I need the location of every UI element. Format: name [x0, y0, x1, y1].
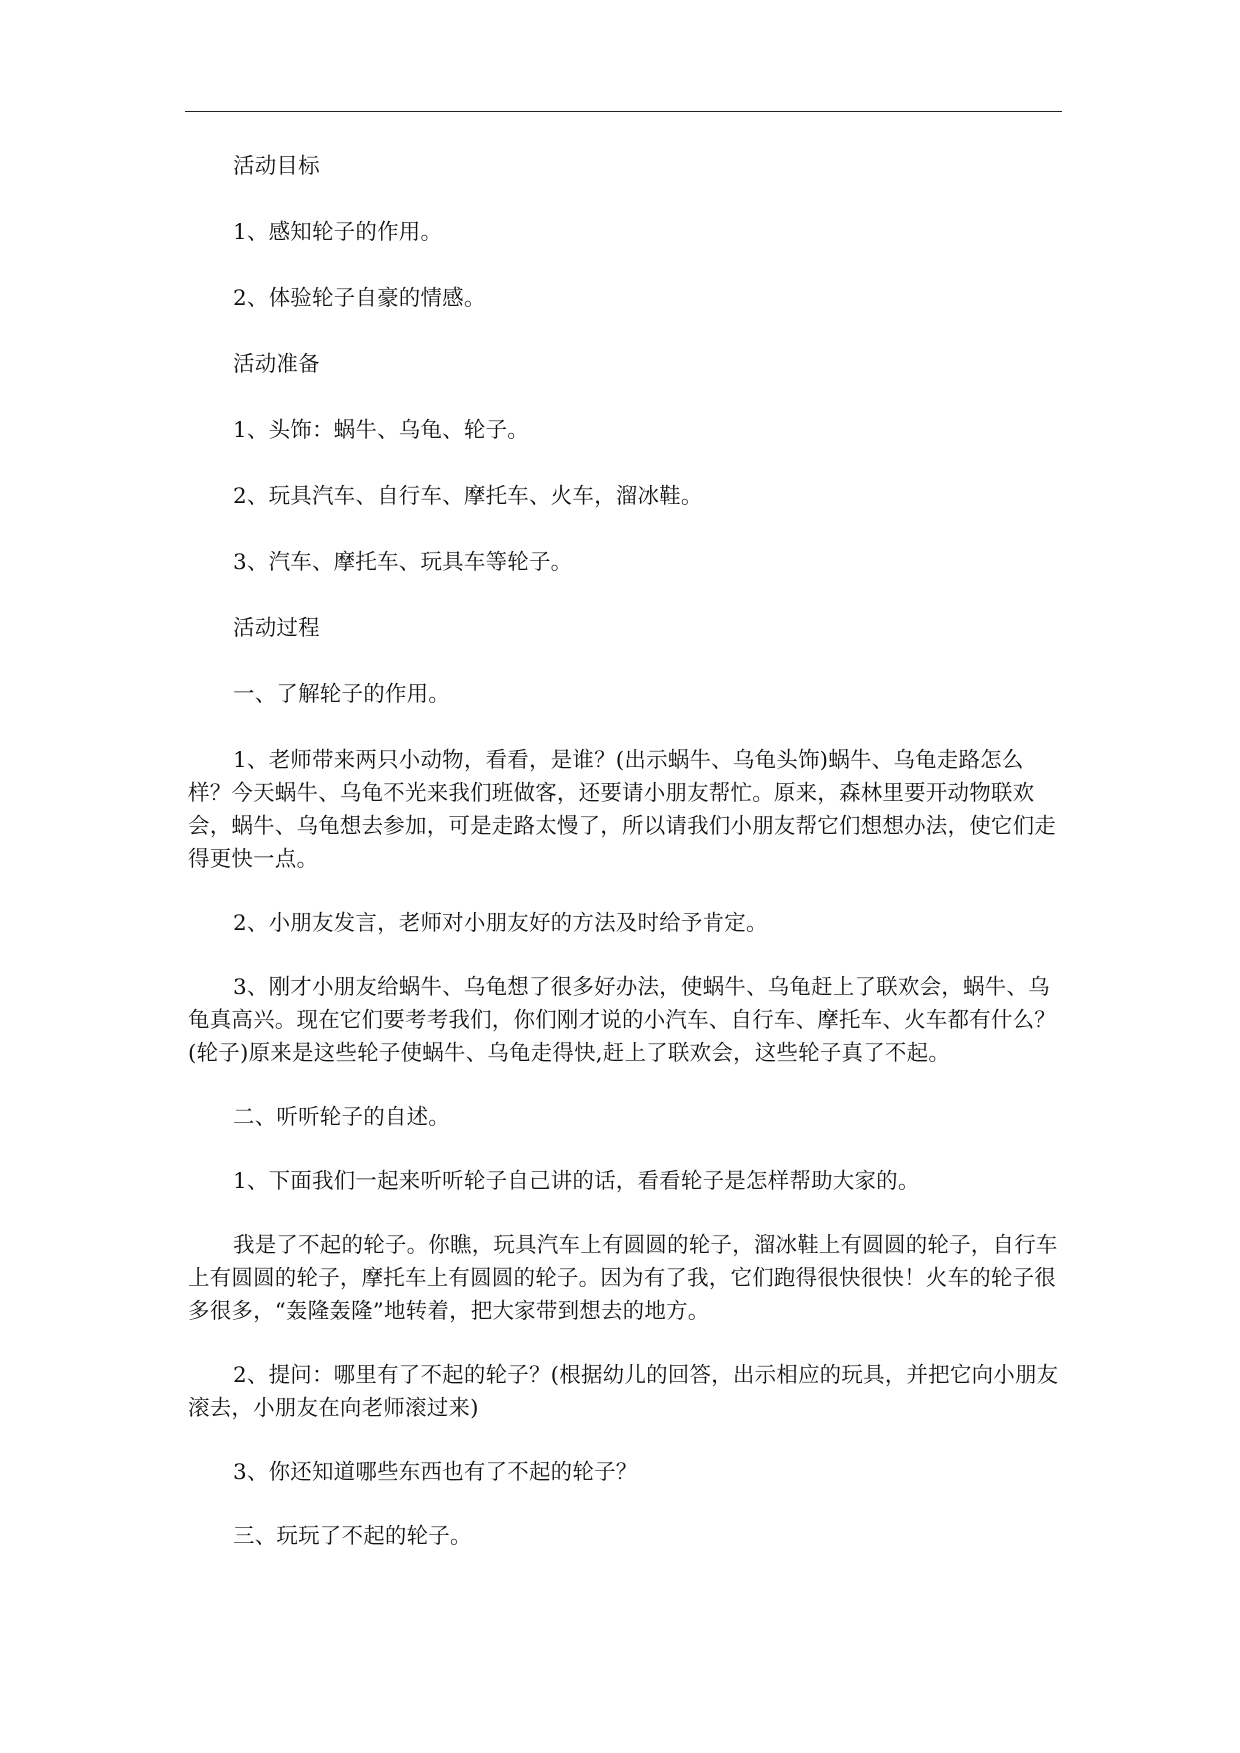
section-heading-process: 活动过程: [233, 616, 320, 641]
paragraph: 1、感知轮子的作用。: [233, 220, 443, 245]
paragraph: 3、刚才小朋友给蜗牛、乌龟想了很多好办法，使蜗牛、乌龟赶上了联欢会，蜗牛、乌龟真高兴。现在它们要考考我们，你们刚才说的小汽车、自行车、摩托车、火车都有什么？(轮子)原来是这些轮子使蜗牛、乌龟走得快,赶上了联欢会，这些轮子真了不起。: [188, 975, 1057, 1066]
paragraph: 2、玩具汽车、自行车、摩托车、火车，溜冰鞋。: [233, 484, 703, 509]
paragraph: 我是了不起的轮子。你瞧，玩具汽车上有圆圆的轮子，溜冰鞋上有圆圆的轮子，自行车上有圆圆的轮子，摩托车上有圆圆的轮子。因为有了我，它们跑得很快很快！火车的轮子很多很多，“轰隆轰隆”地转着，把大家带到想去的地方。: [188, 1233, 1058, 1324]
subsection-heading: 二、听听轮子的自述。: [233, 1105, 451, 1130]
paragraph: 2、小朋友发言，老师对小朋友好的方法及时给予肯定。: [233, 911, 768, 936]
subsection-heading: 一、了解轮子的作用。: [233, 682, 451, 707]
paragraph: 2、体验轮子自豪的情感。: [233, 286, 486, 311]
document-body: [188, 150, 1060, 1553]
paragraph: 1、下面我们一起来听听轮子自己讲的话，看看轮子是怎样帮助大家的。: [233, 1169, 920, 1194]
header-rule: [185, 111, 1062, 112]
paragraph: 2、提问：哪里有了不起的轮子？(根据幼儿的回答，出示相应的玩具，并把它向小朋友滚去，小朋友在向老师滚过来): [188, 1363, 1059, 1421]
paragraph: 3、汽车、摩托车、玩具车等轮子。: [233, 550, 573, 575]
section-heading-preparation: 活动准备: [233, 352, 320, 377]
paragraph: 1、老师带来两只小动物，看看，是谁？(出示蜗牛、乌龟头饰)蜗牛、乌龟走路怎么样？今天蜗牛、乌龟不光来我们班做客，还要请小朋友帮忙。原来，森林里要开动物联欢会，蜗牛、乌龟想去参加，可是走路太慢了，所以请我们小朋友帮它们想想办法，使它们走得更快一点。: [188, 748, 1057, 872]
paragraph: 1、头饰：蜗牛、乌龟、轮子。: [233, 418, 529, 443]
section-heading-goals: 活动目标: [233, 154, 320, 179]
subsection-heading: 三、玩玩了不起的轮子。: [233, 1524, 472, 1549]
paragraph: 3、你还知道哪些东西也有了不起的轮子？: [233, 1460, 638, 1485]
